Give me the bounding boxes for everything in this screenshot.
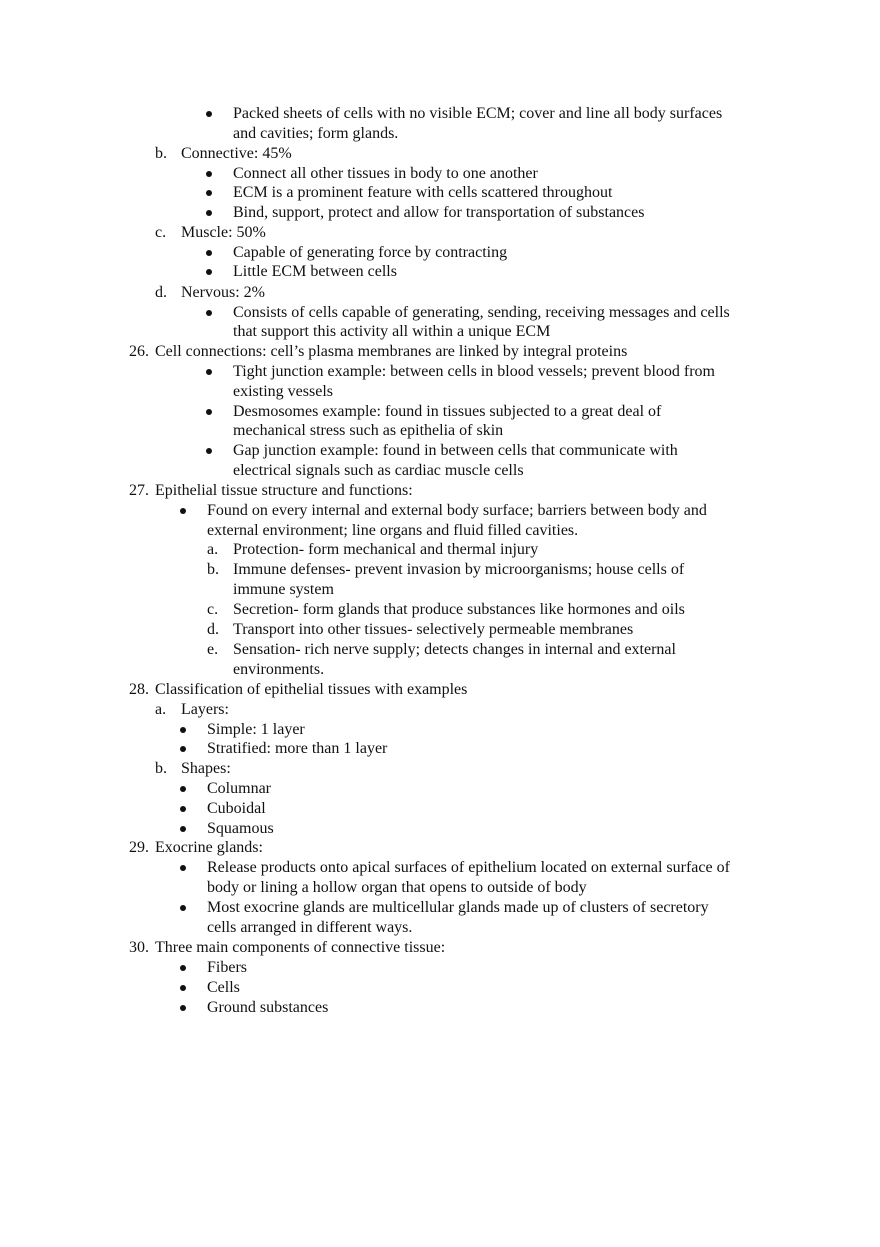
item-28-a-marker: a. [155, 701, 167, 718]
item-26-bullet-2-line-2: mechanical stress such as epithelia of skin [233, 422, 504, 439]
nervous-marker: d. [155, 284, 167, 301]
item-28-a-bullet-1: Simple: 1 layer [207, 721, 305, 738]
bullet-icon [180, 985, 186, 991]
item-30-number: 30. [129, 939, 149, 956]
nervous-bullet-line-2: that support this activity all within a unique ECM [233, 323, 551, 340]
item-28-b-bullet-2: Cuboidal [207, 800, 266, 817]
bullet-icon [206, 448, 212, 454]
bullet-icon [180, 1005, 186, 1011]
item-27-sub-b-line-2: immune system [233, 581, 334, 598]
bullet-icon [206, 190, 212, 196]
item-28-b-heading: Shapes: [181, 760, 231, 777]
item-30-bullet-3: Ground substances [207, 999, 329, 1016]
item-26-bullet-2-line-1: Desmosomes example: found in tissues subjected to a great deal of [233, 403, 662, 420]
nervous-heading: Nervous: 2% [181, 284, 265, 301]
item-28-a-bullet-2: Stratified: more than 1 layer [207, 740, 388, 757]
bullet-icon [180, 865, 186, 871]
item-28-a-heading: Layers: [181, 701, 229, 718]
connective-bullet-2: ECM is a prominent feature with cells scattered throughout [233, 184, 613, 201]
connective-bullet-3: Bind, support, protect and allow for transportation of substances [233, 204, 645, 221]
item-26-bullet-1-line-1: Tight junction example: between cells in blood vessels; prevent blood from [233, 363, 715, 380]
bullet-icon [206, 171, 212, 177]
item-27-sub-d-marker: d. [207, 621, 219, 638]
item-27-sub-e-line-1: Sensation- rich nerve supply; detects changes in internal and external [233, 641, 676, 658]
item-27-sub-d: Transport into other tissues- selectively permeable membranes [233, 621, 634, 638]
item-27-sub-e-marker: e. [207, 641, 219, 658]
item-28-b-bullet-1: Columnar [207, 780, 271, 797]
item-29-number: 29. [129, 839, 149, 856]
item-30-bullet-2: Cells [207, 979, 240, 996]
bullet-icon [180, 727, 186, 733]
item-27-heading: Epithelial tissue structure and functions: [155, 482, 413, 499]
item-29-bullet-1-line-2: body or lining a hollow organ that opens to outside of body [207, 879, 587, 896]
item-28-number: 28. [129, 681, 149, 698]
connective-bullet-1: Connect all other tissues in body to one another [233, 165, 538, 182]
item-29-bullet-2-line-1: Most exocrine glands are multicellular glands made up of clusters of secretory [207, 899, 709, 916]
item-27-sub-a: Protection- form mechanical and thermal injury [233, 541, 539, 558]
nervous-bullet-line-1: Consists of cells capable of generating, sending, receiving messages and cells [233, 304, 730, 321]
muscle-bullet-2: Little ECM between cells [233, 263, 397, 280]
bullet-icon [180, 746, 186, 752]
item-27-sub-c-marker: c. [207, 601, 219, 618]
item-28-b-bullet-3: Squamous [207, 820, 274, 837]
item-29-heading: Exocrine glands: [155, 839, 263, 856]
bullet-icon [206, 310, 212, 316]
item-28-heading: Classification of epithelial tissues with examples [155, 681, 468, 698]
bullet-icon [180, 806, 186, 812]
bullet-icon [206, 369, 212, 375]
connective-marker: b. [155, 145, 167, 162]
bullet-icon [206, 111, 212, 117]
item-27-sub-b-line-1: Immune defenses- prevent invasion by microorganisms; house cells of [233, 561, 685, 578]
item-26-bullet-1-line-2: existing vessels [233, 383, 333, 400]
item-27-bullet-line-1: Found on every internal and external body surface; barriers between body and [207, 502, 707, 519]
item-26-bullet-3-line-1: Gap junction example: found in between cells that communicate with [233, 442, 678, 459]
bullet-icon [180, 965, 186, 971]
item-30-bullet-1: Fibers [207, 959, 247, 976]
bullet-icon [180, 508, 186, 514]
item-26-number: 26. [129, 343, 149, 360]
item-28-b-marker: b. [155, 760, 167, 777]
item-26-bullet-3-line-2: electrical signals such as cardiac muscle cells [233, 462, 524, 479]
epithelial-bullet-line-2: and cavities; form glands. [233, 125, 399, 142]
item-27-sub-e-line-2: environments. [233, 661, 325, 678]
item-29-bullet-2-line-2: cells arranged in different ways. [207, 919, 413, 936]
item-27-sub-a-marker: a. [207, 541, 219, 558]
muscle-heading: Muscle: 50% [181, 224, 266, 241]
bullet-icon [206, 409, 212, 415]
bullet-icon [180, 786, 186, 792]
item-27-sub-c: Secretion- form glands that produce substances like hormones and oils [233, 601, 685, 618]
bullet-icon [206, 210, 212, 216]
item-29-bullet-1-line-1: Release products onto apical surfaces of epithelium located on external surface of [207, 859, 730, 876]
item-26-heading: Cell connections: cell’s plasma membranes are linked by integral proteins [155, 343, 628, 360]
connective-heading: Connective: 45% [181, 145, 292, 162]
item-27-bullet-line-2: external environment; line organs and fluid filled cavities. [207, 522, 579, 539]
item-30-heading: Three main components of connective tissue: [155, 939, 446, 956]
item-27-sub-b-marker: b. [207, 561, 219, 578]
item-27-number: 27. [129, 482, 149, 499]
bullet-icon [180, 905, 186, 911]
bullet-icon [180, 826, 186, 832]
bullet-icon [206, 250, 212, 256]
muscle-bullet-1: Capable of generating force by contracting [233, 244, 508, 261]
muscle-marker: c. [155, 224, 167, 241]
epithelial-bullet-line-1: Packed sheets of cells with no visible ECM; cover and line all body surfaces [233, 105, 723, 122]
bullet-icon [206, 269, 212, 275]
